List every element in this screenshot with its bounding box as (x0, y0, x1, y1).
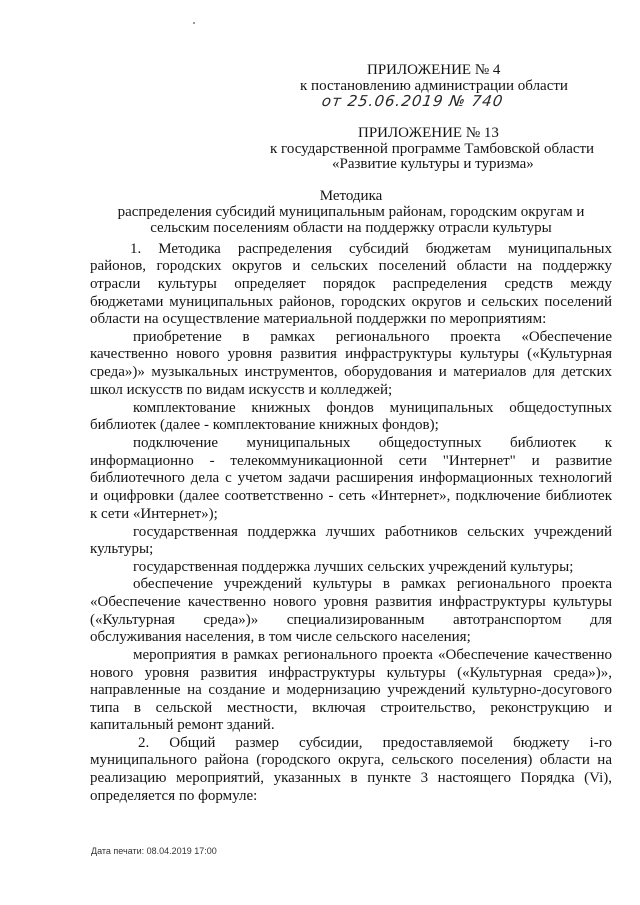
body-line: библиотек (далее - комплектование книжных фондов); (90, 417, 439, 433)
appendix-13-title: ПРИЛОЖЕНИЕ № 13 (358, 125, 499, 141)
body-line: реализацию мероприятий, указанных в пункте 3 настоящего Порядка (Vi), (90, 770, 612, 786)
body-line: муниципального района (городского округа, сельского поселения) области на (90, 752, 612, 768)
body-line: направленные на создание и модернизацию учреждений культурно-досугового (90, 682, 612, 698)
body-line: государственная поддержка лучших сельских учреждений культуры; (133, 559, 574, 575)
body-line: комплектование книжных фондов муниципальных общедоступных (133, 400, 612, 416)
doc-title-line-2: распределения субсидий муниципальным районам, городским округам и (117, 204, 585, 220)
doc-title-line-1: Методика (319, 188, 383, 204)
body-line: 1. Методика распределения субсидий бюджетам муниципальных (130, 241, 612, 257)
body-line: библиотечного дела с учетом задачи расширения информационных технологий (90, 470, 612, 486)
body-line: капитальный ремонт зданий. (90, 717, 275, 733)
body-line: обслуживания населения, в том числе сельского населения; (90, 629, 471, 645)
body-line: и оцифровки (далее соответственно - сеть «Интернет», подключение библиотек (90, 488, 612, 504)
handwritten-date-number: от 25.06.2019 № 740 (320, 92, 505, 110)
body-line: обеспечение учреждений культуры в рамках регионального проекта (133, 576, 612, 592)
body-line: информационно - телекоммуникационной сети "Интернет" и развитие (90, 453, 612, 469)
body-line: к сети «Интернет»); (90, 506, 218, 522)
body-line: школ искусств по видам искусств и колледжей; (90, 382, 393, 398)
body-line: культуры; (90, 541, 154, 557)
body-line: области на осуществление материальной поддержки по мероприятиям: (90, 311, 547, 327)
body-line: качественно нового уровня развития инфраструктуры культуры («Культурная (90, 346, 612, 362)
scan-speck (193, 22, 195, 24)
body-line: типа в сельской местности, включая строительство, реконструкцию и (90, 700, 612, 716)
body-line: подключение муниципальных общедоступных библиотек к (133, 435, 612, 451)
body-line: «Обеспечение качественно нового уровня развития инфраструктуры культуры (90, 594, 612, 610)
appendix-13-line-2: «Развитие культуры и туризма» (332, 156, 534, 172)
body-line: мероприятия в рамках регионального проекта «Обеспечение качественно (133, 647, 612, 663)
print-date: Дата печати: 08.04.2019 17:00 (91, 846, 217, 856)
body-line: районов, городских округов и сельских поселений области на поддержку (90, 258, 612, 274)
appendix-13-line-1: к государственной программе Тамбовской области (270, 141, 595, 157)
body-line: нового уровня развития инфраструктуры культуры («Культурная среда»)», (90, 665, 612, 681)
body-line: государственная поддержка лучших работников сельских учреждений (133, 524, 612, 540)
appendix-4-title: ПРИЛОЖЕНИЕ № 4 (367, 62, 501, 78)
body-line: бюджетами муниципальных районов, городских округов и сельских поселений (90, 294, 612, 310)
body-line: приобретение в рамках регионального проекта «Обеспечение (133, 329, 612, 345)
body-line: («Культурная среда»)» специализированным автотранспортом для (90, 612, 612, 628)
body-line: определяется по формуле: (90, 788, 258, 804)
body-line: отрасли культуры определяет порядок распределения средств между (90, 276, 612, 292)
body-line: среда»)» музыкальных инструментов, оборудования и материалов для детских (90, 364, 612, 380)
appendix-4-line: к постановлению администрации области (300, 78, 568, 94)
body-line: 2. Общий размер субсидии, предоставляемой бюджету i-го (138, 735, 612, 751)
doc-title-line-3: сельским поселениям области на поддержку отрасли культуры (150, 220, 552, 236)
